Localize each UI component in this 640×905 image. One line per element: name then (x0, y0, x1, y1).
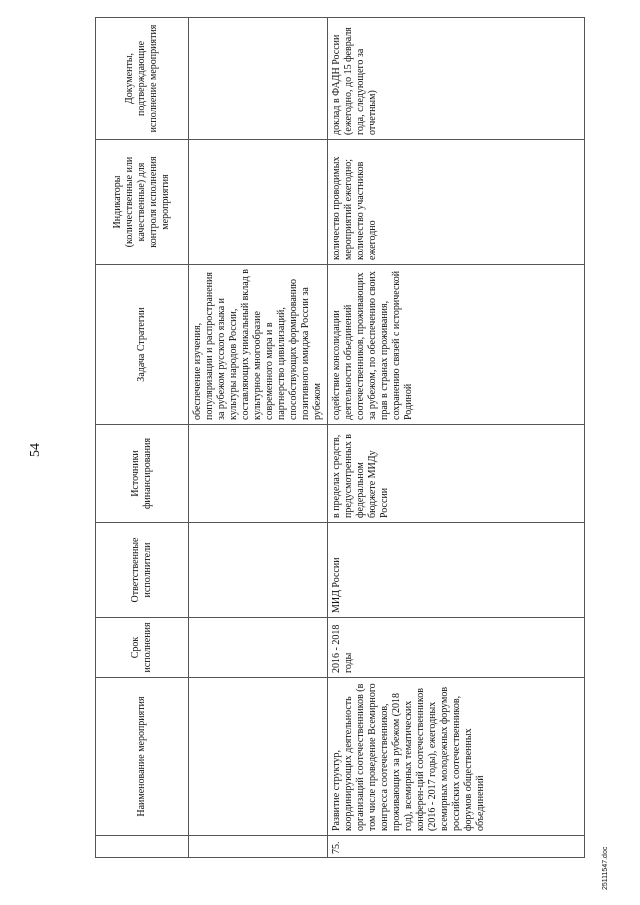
cell-indicators: количество проводимых мероприятий ежегодно; количество участников ежегодно (328, 140, 585, 265)
cell-funding-empty (189, 425, 328, 523)
cell-responsible-empty (189, 523, 328, 618)
cell-number: 75. (328, 836, 585, 858)
cell-term-empty (189, 618, 328, 678)
header-term: Срок исполнения (96, 618, 189, 678)
cell-indicators-empty (189, 140, 328, 265)
header-funding: Источники финансирования (96, 425, 189, 523)
cell-responsible: МИД России (328, 523, 585, 618)
cell-documents-empty (189, 18, 328, 140)
cell-documents: доклад в ФАДН России (ежегодно, до 15 февраля года, следующего за отчетным) (328, 18, 585, 140)
document-id: 25111547.doc (602, 846, 609, 890)
cell-funding: в пределах средств, предусмотренных в федеральном бюджете МИДу России (328, 425, 585, 523)
header-number (96, 836, 189, 858)
header-indicators: Индикаторы (количественные или качественные) для контроля исполнения мероприятия (96, 140, 189, 265)
table-row (328, 18, 585, 858)
rotated-content (25, 10, 609, 890)
cell-name-empty (189, 678, 328, 836)
header-name: Наименование мероприятия (96, 678, 189, 836)
header-responsible: Ответственные исполнители (96, 523, 189, 618)
cell-number-empty (189, 836, 328, 858)
header-task: Задача Стратегии (96, 265, 189, 425)
cell-task: содействие консолидации деятельности объединений соотечественников, проживающих за рубежом, по обеспечению своих прав в странах проживания, сохранению связей с исторической Родиной (328, 265, 585, 425)
cell-name: Развитие структур, координирующих деятельность организаций соотечественников (в том числе проведение Всемирного конгресса соотечественников, проживающих за рубежом (2018 год), всемирных тематических конферен-ций соотечественников (2016 - 2017 годы), ежегодных всемирных молодежных форумов российских соотечественников, форумов общественных объединений (328, 678, 585, 836)
header-documents: Документы, подтверждающие исполнение мероприятия (96, 18, 189, 140)
table-row-continuation (189, 18, 328, 858)
events-table (95, 17, 585, 858)
page-number: 54 (28, 443, 43, 457)
cell-task-continuation: обеспечение изучения, популяризации и распространения за рубежом русского языка и культуры народов России, составляющих уникальный вклад в культурное многообразие современного мира и в партнерство цивилизаций, способствующих формированию позитивного имиджа России за рубежом (189, 265, 328, 425)
cell-term: 2016 - 2018 годы (328, 618, 585, 678)
table-header-row (96, 18, 189, 858)
